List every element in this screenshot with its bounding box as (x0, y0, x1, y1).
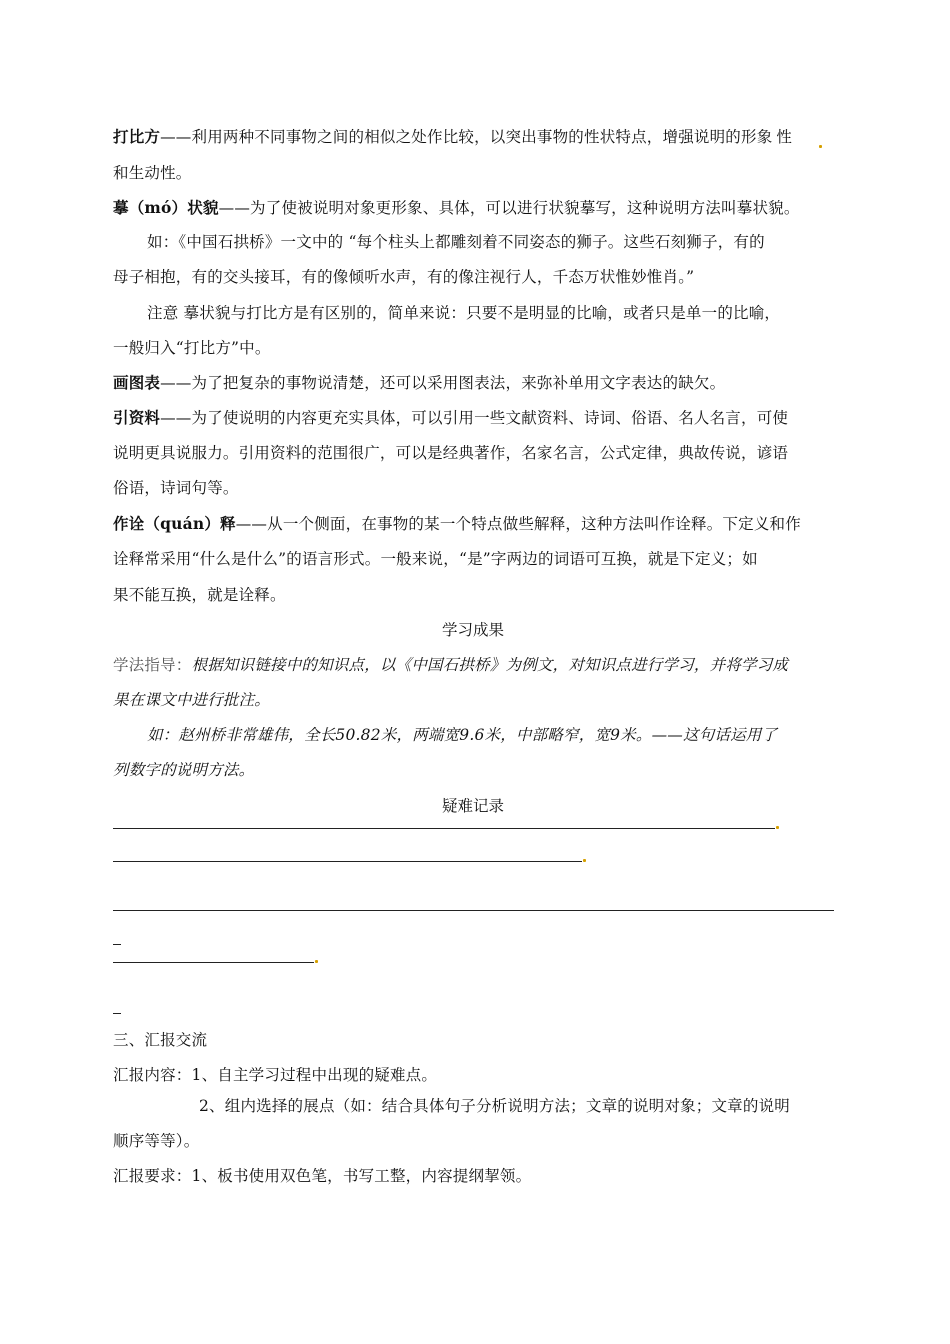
report-content-item-1: 1、自主学习过程中出现的疑难点。 (191, 1066, 438, 1084)
depiction-line (113, 198, 800, 218)
results-guide-line-2: 果在课文中进行批注。 (113, 691, 271, 709)
marker-dot (776, 826, 779, 829)
report-content-line (113, 1065, 437, 1085)
results-example-line-1: 如：赵州桥非常雄伟，全长50.82米，两端宽9.6米，中部略窄，宽9米。——这句话运用了 (147, 726, 778, 744)
answer-line-3[interactable] (113, 910, 834, 911)
analogy-line-2: 和生动性。 (113, 164, 192, 182)
results-guide-label: 学法指导： (113, 656, 192, 674)
answer-line-stub (113, 944, 121, 945)
depiction-note-line-1: 注意 摹状貌与打比方是有区别的，简单来说：只要不是明显的比喻，或者只是单一的比喻， (147, 304, 781, 322)
depiction-example-line-2: 母子相抱，有的交头接耳，有的像倾听水声，有的像注视行人，千态万状惟妙惟肖。” (113, 268, 695, 286)
interpretation-line-3: 果不能互换，就是诠释。 (113, 586, 286, 604)
answer-line-4[interactable] (113, 962, 314, 963)
citation-line-3: 俗语，诗词句等。 (113, 479, 239, 497)
depiction-note-line-2: 一般归入“打比方”中。 (113, 339, 271, 357)
report-section-title: 三、汇报交流 (113, 1031, 208, 1049)
answer-line-2[interactable] (113, 861, 582, 862)
doubts-heading: 疑难记录 (442, 797, 505, 815)
interpretation-definition: ——从一个侧面，在事物的某一个特点做些解释，这种方法叫作诠释。下定义和作 (235, 515, 801, 533)
analogy-line-1 (113, 127, 792, 147)
report-content-label: 汇报内容： (113, 1066, 192, 1084)
depiction-example-line-1: 如：《中国石拱桥》一文中的 “每个柱头上都雕刻着不同姿态的狮子。这些石刻狮子，有的 (147, 233, 765, 251)
interpretation-line-1 (113, 514, 801, 534)
chart-method-line (113, 373, 725, 393)
analogy-definition-tail: 性 (776, 128, 793, 146)
report-requirements-item-1: 1、板书使用双色笔，书写工整，内容提纲挈领。 (191, 1167, 532, 1185)
citation-line-2: 说明更具说服力。引用资料的范围很广，可以是经典著作，名家名言，公式定律，典故传说，谚语 (113, 444, 789, 462)
marker-dot (819, 145, 822, 148)
analogy-definition: ——利用两种不同事物之间的相似之处作比较，以突出事物的性状特点，增强说明的形象 (160, 128, 773, 146)
answer-line-stub (113, 1013, 121, 1014)
results-guide-text: 根据知识链接中的知识点，以《中国石拱桥》为例文，对知识点进行学习，并将学习成 (191, 656, 789, 674)
report-content-item-2-line-1: 2、组内选择的展点（如：结合具体句子分析说明方法；文章的说明对象；文章的说明 (199, 1097, 790, 1115)
citation-definition: ——为了使说明的内容更充实具体，可以引用一些文献资料、诗词、俗语、名人名言，可使 (160, 409, 789, 427)
marker-dot (315, 960, 318, 963)
chart-definition: ——为了把复杂的事物说清楚，还可以采用图表法，来弥补单用文字表达的缺欠。 (160, 374, 726, 392)
report-requirements-label: 汇报要求： (113, 1167, 192, 1185)
results-guide-line-1 (113, 655, 788, 675)
answer-line-1[interactable] (113, 828, 775, 829)
report-requirements-line (113, 1166, 531, 1186)
interpretation-term: 作诠（quán）释 (113, 514, 236, 533)
results-example-line-2: 列数字的说明方法。 (113, 761, 255, 779)
results-heading: 学习成果 (442, 621, 505, 639)
depiction-definition: ——为了使被说明对象更形象、具体，可以进行状貌摹写，这种说明方法叫摹状貌。 (218, 199, 800, 217)
chart-term: 画图表 (113, 373, 161, 392)
marker-dot (583, 859, 586, 862)
report-content-item-2-line-2: 顺序等等）。 (113, 1132, 200, 1150)
citation-term: 引资料 (113, 408, 161, 427)
interpretation-line-2: 诠释常采用“什么是什么”的语言形式。一般来说，“是”字两边的词语可互换，就是下定义；如 (113, 550, 758, 568)
citation-line-1 (113, 408, 788, 428)
depiction-term: 摹（mó）状貌 (113, 198, 219, 217)
analogy-term: 打比方 (113, 127, 161, 146)
